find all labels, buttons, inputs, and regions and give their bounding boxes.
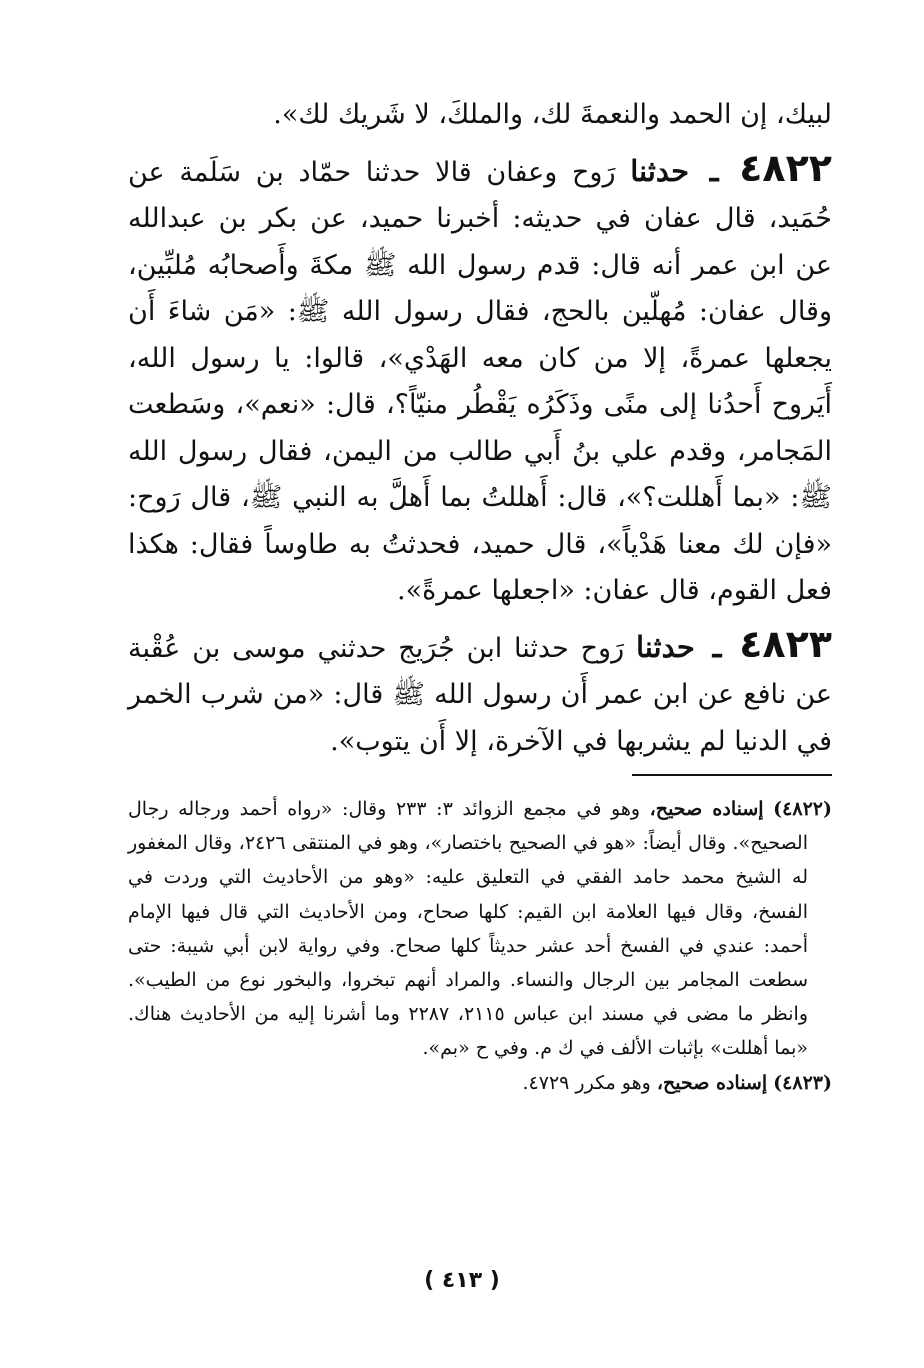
footnote-grade: إسناده صحيح،: [656, 1071, 768, 1094]
footnote-text: وهو في مجمع الزوائد ٣: ٢٣٣ وقال: «رواه أحمد ورجاله رجال الصحيح». وقال أيضاً: «هو في الصحيح باختصار»، وهو في المنتقى ٢٤٢٦، وقال المغفور له الشيخ محمد حامد الفقي في التعليق عليه: «وهو من الأحاديث التي وردت في الفسخ، وقال فيها العلامة ابن القيم: كلها صحاح، ومن الأحاديث التي قال فيها الإمام أحمد: عندي في الفسخ أحد عشر حديثاً كلها صحاح. وفي رواية لابن أبي شيبة: حتى سطعت المجامر بين الرجال والنساء. والمراد أنهم تبخروا، والبخور نوع من الطيب». وانظر ما مضى في مسند ابن عباس ٢١١٥، ٢٢٨٧ وما أشرنا إليه من الأحاديث هناك. «بما أهللت» بإثبات الألف في ك م. وفي ح «بم».: [128, 798, 808, 1060]
footnotes: [128, 792, 832, 1100]
hadith-dash: ـ: [709, 153, 719, 189]
hadith-lead: حدثنا: [630, 153, 689, 188]
footnote-grade: إسناده صحيح،: [649, 798, 764, 820]
footnote-ref: (٤٨٢٢): [773, 798, 832, 820]
hadith-text: رَوح حدثنا ابن جُرَيج حدثني موسى بن عُقْبة عن نافع عن ابن عمر أَن رسول الله ﷺ قال: «من شرب الخمر في الدنيا لم يشربها في الآخرة، إلا أَن يتوب».: [128, 632, 832, 757]
opening-line: لبيك، إن الحمد والنعمةَ لك، والملكَ، لا شَريك لك».: [273, 99, 832, 130]
hadith-text: رَوح وعفان قالا حدثنا حمّاد بن سَلَمة عن حُمَيد، قال عفان في حديثه: أخبرنا حميد، عن بكر بن عبدالله عن ابن عمر أنه قال: قدم رسول الله ﷺ مكةَ وأَصحابُه مُلبِّين، وقال عفان: مُهلّين بالحج، فقال رسول الله ﷺ: «مَن شاءَ أَن يجعلها عمرةً، إلا من كان معه الهَدْي»، قالوا: يا رسول الله، أَيَروح أَحدُنا إلى منًى وذَكَرُه يَقْطُر منيّاً؟، قال: «نعم»، وسَطعت المَجامر، وقدم علي بنُ أَبي طالب من اليمن، فقال رسول الله ﷺ: «بما أَهللت؟»، قال: أَهللتُ بما أَهلَّ به النبي ﷺ، قال رَوح: «فإن لك معنا هَدْياً»، قال حميد، فحدثتُ به طاوساً فقال: هكذا فعل القوم، قال عفان: «اجعلها عمرةً».: [128, 156, 832, 606]
footnote-text: وهو مكرر ٤٧٢٩.: [522, 1071, 651, 1094]
footnote-ref: (٤٨٢٣): [773, 1071, 832, 1094]
hadith-4822: [128, 145, 832, 615]
footnote-separator: [632, 774, 832, 776]
hadith-lead: حدثنا: [635, 629, 695, 664]
main-text: [128, 92, 832, 765]
hadith-4823: [128, 621, 832, 766]
hadith-number: ٤٨٢٣: [739, 621, 832, 666]
footnote-4822: [128, 792, 832, 1066]
footnote-4823: [128, 1066, 832, 1100]
hadith-number: ٤٨٢٢: [739, 145, 832, 190]
page-number: ( ٤١٣ ): [424, 1268, 500, 1293]
hadith-dash: ـ: [712, 629, 722, 665]
